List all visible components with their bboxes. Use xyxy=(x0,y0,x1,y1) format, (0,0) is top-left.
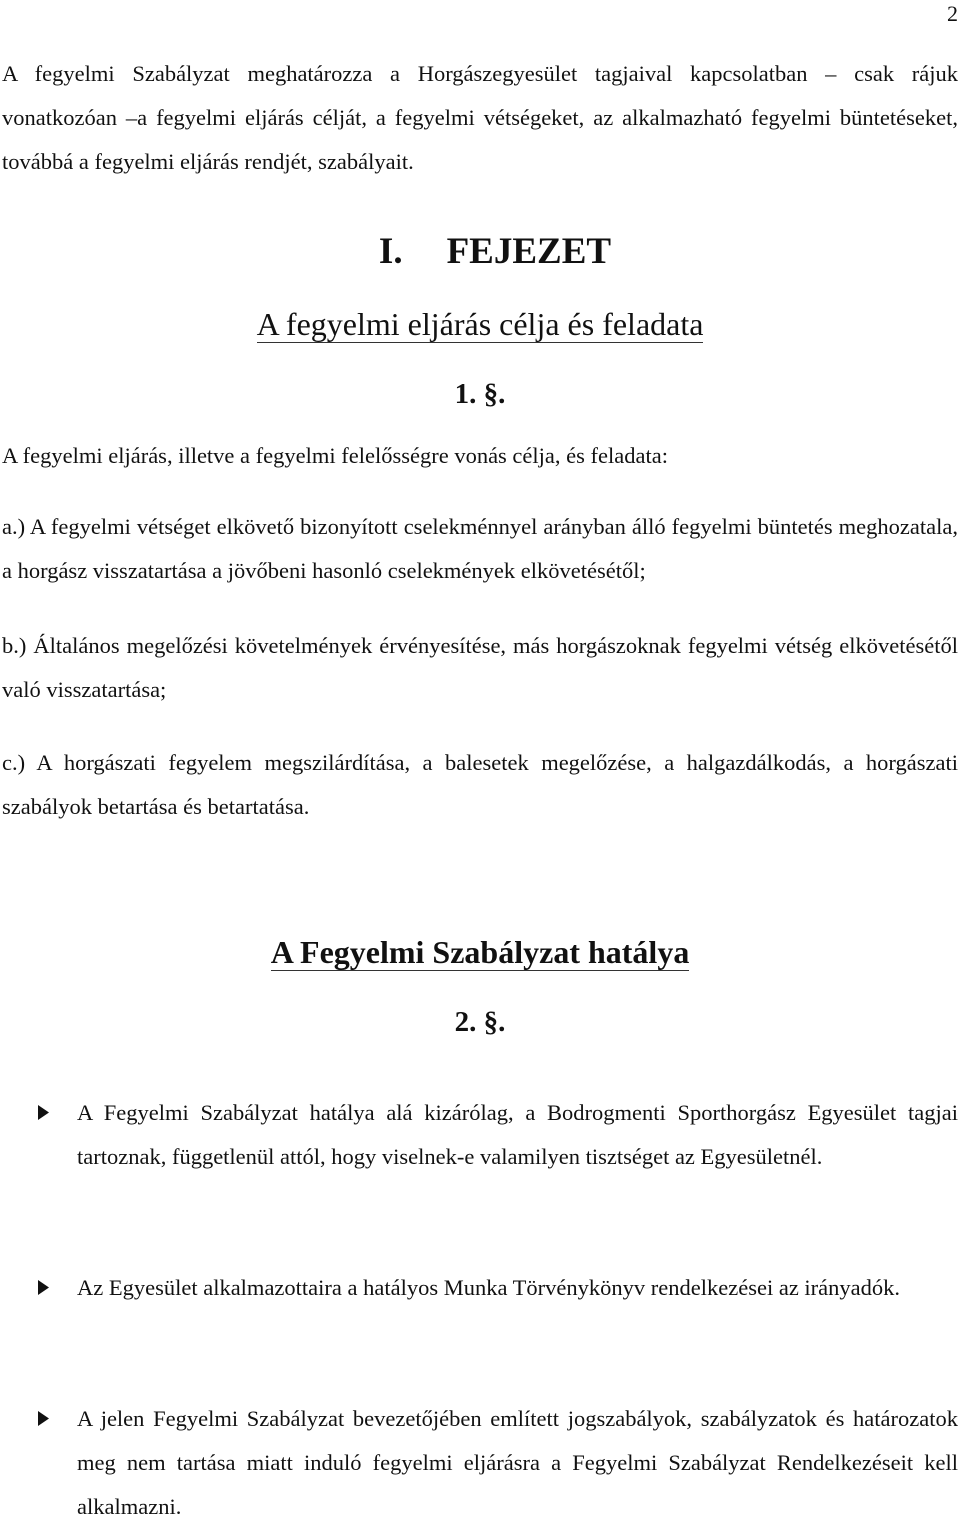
bullet-arrow-icon xyxy=(38,1280,49,1295)
page-number: 2 xyxy=(947,1,958,26)
list-item-a: a.) A fegyelmi vétséget elkövető bizonyított cselekménnyel arányban álló fegyelmi büntetés meghozatala, a horgász visszatartása a jövőbeni hasonló cselekmények elkövetésétől; xyxy=(2,514,958,583)
section-1-title xyxy=(0,304,960,344)
bullet-item-1-text: A Fegyelmi Szabályzat hatálya alá kizárólag, a Bodrogmenti Sporthorgász Egyesület tagjai tartoznak, függetlenül attól, hogy viselnek-e valamilyen tisztséget az Egyesületnél. xyxy=(77,1100,958,1169)
bullet-arrow-icon xyxy=(38,1105,49,1120)
list-item-b: b.) Általános megelőzési követelmények érvényesítése, más horgászoknak fegyelmi vétség elkövetésétől való visszatartása; xyxy=(2,633,958,702)
bullet-item-2-text: Az Egyesület alkalmazottaira a hatályos Munka Törvénykönyv rendelkezései az irányadók. xyxy=(77,1275,901,1300)
paragraph-2-number: 2. §. xyxy=(454,1006,506,1038)
section-1-title-text: A fegyelmi eljárás célja és feladata xyxy=(256,306,704,342)
intro-paragraph: A fegyelmi Szabályzat meghatározza a Horgászegyesület tagjaival kapcsolatban – csak rájuk vonatkozóan –a fegyelmi eljárás célját, a fegyelmi vétségeket, az alkalmazható fegyelmi büntetéseket, továbbá a fegyelmi eljárás rendjét, szabályait. xyxy=(2,61,958,174)
section-2-title-text: A Fegyelmi Szabályzat hatálya xyxy=(270,934,690,970)
section-2-title xyxy=(0,932,960,972)
section-1-lead: A fegyelmi eljárás, illetve a fegyelmi felelősségre vonás célja, és feladata: xyxy=(2,443,668,468)
bullet-item-3-text: A jelen Fegyelmi Szabályzat bevezetőjében említett jogszabályok, szabályzatok és határozatok meg nem tartása miatt induló fegyelmi eljárásra a Fegyelmi Szabályzat Rendelkezéseit kell alkalmazni. xyxy=(77,1406,958,1519)
bullet-arrow-icon xyxy=(38,1411,49,1426)
chapter-heading xyxy=(0,228,960,276)
chapter-word: FEJEZET xyxy=(446,231,612,272)
chapter-roman-numeral: I. xyxy=(378,231,403,272)
list-item-c: c.) A horgászati fegyelem megszilárdítása, a balesetek megelőzése, a halgazdálkodás, a horgászati szabályok betartása és betartatása. xyxy=(2,750,958,819)
paragraph-1-number: 1. §. xyxy=(454,378,506,410)
